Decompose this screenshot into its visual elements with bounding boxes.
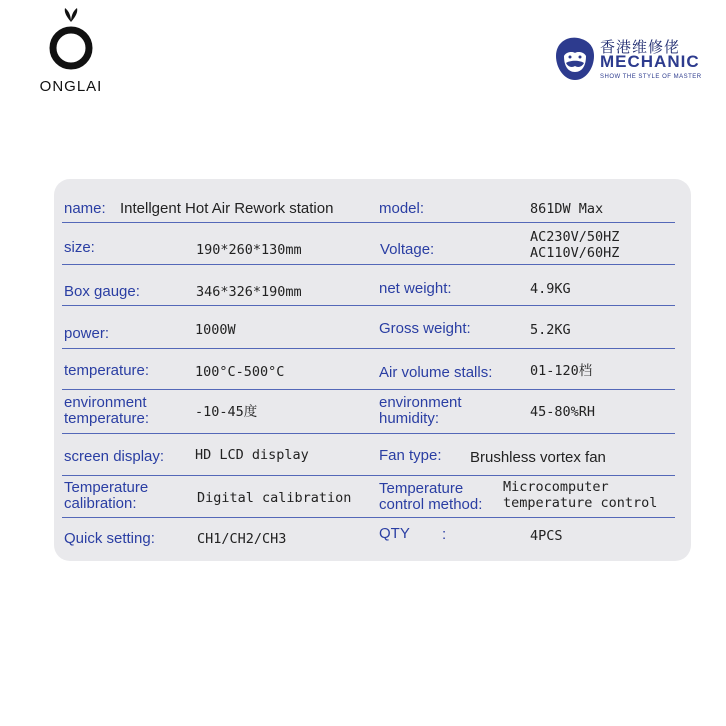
spec-value: Digital calibration [197, 490, 352, 506]
onglai-logo [36, 8, 116, 98]
spec-label: name: [64, 200, 106, 217]
spec-value: 45-80%RH [530, 404, 596, 420]
spec-value: 4PCS [530, 528, 563, 544]
spec-label: power: [64, 325, 110, 342]
spec-value: 1000W [195, 322, 236, 338]
spec-value: -10-45度 [195, 404, 258, 420]
spec-label: Air volume stalls: [379, 364, 493, 381]
spec-label: environment humidity: [379, 394, 462, 427]
spec-value: HD LCD display [195, 447, 309, 463]
spec-label: Quick setting: [64, 530, 155, 547]
spec-row [62, 518, 675, 554]
spec-colon: : [442, 526, 447, 543]
spec-value: CH1/CH2/CH3 [197, 531, 287, 547]
spec-value: 100°C-500°C [195, 364, 285, 380]
spec-row [62, 306, 675, 349]
spec-label: temperature: [64, 362, 150, 379]
spec-value: AC230V/50HZ AC110V/60HZ [530, 229, 620, 261]
spec-label: size: [64, 239, 95, 256]
spec-value: Microcomputer temperature control [503, 479, 658, 511]
spec-value: Brushless vortex fan [470, 449, 606, 466]
spec-row [62, 265, 675, 306]
spec-row [62, 223, 675, 265]
spec-value: 861DW Max [530, 201, 604, 217]
spec-label: Gross weight: [379, 320, 471, 337]
mechanic-wordmark: MECHANIC [600, 52, 700, 71]
spec-row [62, 349, 675, 390]
spec-label: Temperature control method: [379, 480, 483, 513]
spec-label: net weight: [379, 280, 452, 297]
spec-value: Intellgent Hot Air Rework station [120, 200, 334, 217]
mechanic-chinese-name: 香港维修佬 [600, 38, 681, 56]
spec-value: 4.9KG [530, 281, 571, 297]
spec-label: Fan type: [379, 447, 442, 464]
spec-row [62, 434, 675, 476]
mechanic-face-icon [552, 36, 598, 82]
spec-value: 01-120档 [530, 363, 593, 379]
spec-value: 190*260*130mm [196, 242, 302, 258]
spec-value: 5.2KG [530, 322, 571, 338]
spec-table [54, 179, 691, 561]
spec-label: Voltage: [380, 241, 435, 258]
spec-label: Box gauge: [64, 283, 140, 300]
spec-value: 346*326*190mm [196, 284, 302, 300]
spec-row [62, 189, 675, 223]
mechanic-logo [552, 36, 714, 86]
spec-label: screen display: [64, 448, 165, 465]
spec-label: QTY [379, 525, 410, 542]
spec-label: environment temperature: [64, 394, 150, 427]
onglai-ring-icon [42, 8, 100, 76]
mechanic-tagline: SHOW THE STYLE OF MASTER [600, 74, 702, 80]
onglai-wordmark: ONGLAI [39, 78, 103, 95]
spec-label: Temperature calibration: [64, 479, 149, 512]
spec-label: model: [379, 200, 425, 217]
spec-row [62, 476, 675, 518]
spec-row [62, 390, 675, 434]
